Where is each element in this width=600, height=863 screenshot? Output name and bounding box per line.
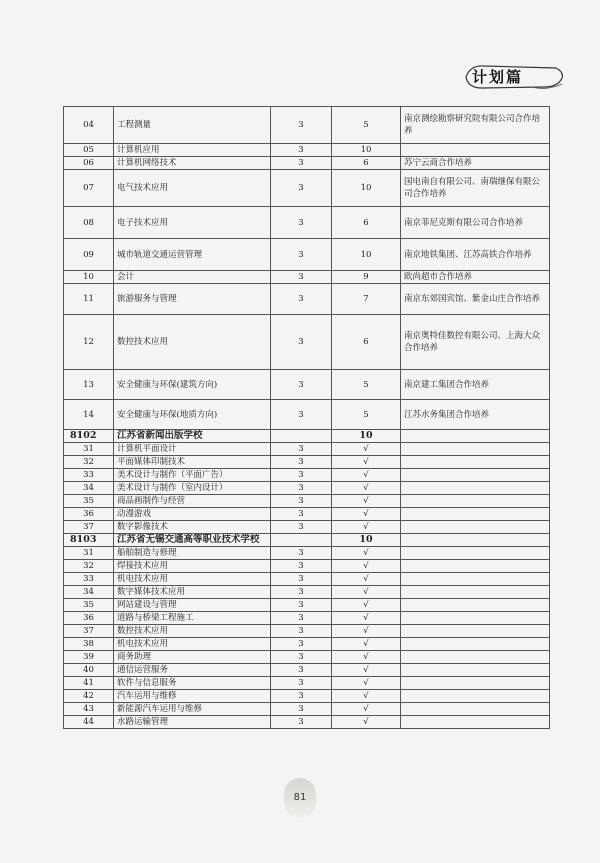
note-cell xyxy=(401,430,550,443)
years-cell: 3 xyxy=(271,560,332,573)
note-cell xyxy=(401,534,550,547)
name-cell: 电气技术应用 xyxy=(114,170,271,207)
note-cell xyxy=(401,560,550,573)
quota-cell: 7 xyxy=(332,284,401,315)
name-cell: 网站建设与管理 xyxy=(114,599,271,612)
name-cell: 数字影像技术 xyxy=(114,521,271,534)
code-cell: 35 xyxy=(64,495,114,508)
note-cell: 南京地铁集团、江苏高铁合作培养 xyxy=(401,239,550,271)
major-row xyxy=(64,599,550,612)
quota-cell: √ xyxy=(332,703,401,716)
years-cell xyxy=(271,430,332,443)
code-cell: 08 xyxy=(64,207,114,239)
note-cell xyxy=(401,573,550,586)
note-cell xyxy=(401,703,550,716)
quota-cell: 5 xyxy=(332,370,401,400)
name-cell: 数控技术应用 xyxy=(114,625,271,638)
major-row xyxy=(64,586,550,599)
code-cell: 37 xyxy=(64,521,114,534)
major-row xyxy=(64,573,550,586)
major-row xyxy=(64,443,550,456)
school-row xyxy=(64,430,550,443)
name-cell: 计算机平面设计 xyxy=(114,443,271,456)
major-row xyxy=(64,625,550,638)
quota-cell: √ xyxy=(332,716,401,729)
code-cell: 8102 xyxy=(64,430,114,443)
quota-cell: √ xyxy=(332,521,401,534)
code-cell: 31 xyxy=(64,547,114,560)
code-cell: 06 xyxy=(64,157,114,170)
years-cell: 3 xyxy=(271,284,332,315)
quota-cell: 5 xyxy=(332,107,401,144)
years-cell: 3 xyxy=(271,599,332,612)
major-row xyxy=(64,677,550,690)
major-row xyxy=(64,400,550,430)
code-cell: 41 xyxy=(64,677,114,690)
section-badge xyxy=(462,62,566,92)
years-cell: 3 xyxy=(271,638,332,651)
years-cell: 3 xyxy=(271,170,332,207)
note-cell xyxy=(401,586,550,599)
note-cell xyxy=(401,456,550,469)
code-cell: 34 xyxy=(64,482,114,495)
quota-cell: 10 xyxy=(332,239,401,271)
major-row xyxy=(64,495,550,508)
name-cell: 软件与信息服务 xyxy=(114,677,271,690)
note-cell xyxy=(401,521,550,534)
note-cell xyxy=(401,651,550,664)
major-row xyxy=(64,157,550,170)
name-cell: 美术设计与制作（室内设计） xyxy=(114,482,271,495)
code-cell: 10 xyxy=(64,271,114,284)
name-cell: 机电技术应用 xyxy=(114,573,271,586)
code-cell: 34 xyxy=(64,586,114,599)
quota-cell: 10 xyxy=(332,170,401,207)
name-cell: 电子技术应用 xyxy=(114,207,271,239)
page-number: 81 xyxy=(284,778,316,818)
years-cell: 3 xyxy=(271,521,332,534)
major-row xyxy=(64,716,550,729)
years-cell: 3 xyxy=(271,664,332,677)
code-cell: 33 xyxy=(64,469,114,482)
code-cell: 8103 xyxy=(64,534,114,547)
note-cell xyxy=(401,508,550,521)
code-cell: 07 xyxy=(64,170,114,207)
name-cell: 汽车运用与维修 xyxy=(114,690,271,703)
major-row xyxy=(64,144,550,157)
code-cell: 44 xyxy=(64,716,114,729)
name-cell: 江苏省无锡交通高等职业技术学校 xyxy=(114,534,271,547)
code-cell: 32 xyxy=(64,560,114,573)
major-row xyxy=(64,664,550,677)
quota-cell: √ xyxy=(332,677,401,690)
quota-cell: 10 xyxy=(332,534,401,547)
name-cell: 安全健康与环保(地质方向) xyxy=(114,400,271,430)
quota-cell: √ xyxy=(332,508,401,521)
note-cell xyxy=(401,495,550,508)
note-cell: 南京菲尼克斯有限公司合作培养 xyxy=(401,207,550,239)
note-cell: 南京奥特佳数控有限公司、上海大众合作培养 xyxy=(401,315,550,370)
note-cell xyxy=(401,612,550,625)
quota-cell: √ xyxy=(332,664,401,677)
note-cell xyxy=(401,482,550,495)
name-cell: 通信运营服务 xyxy=(114,664,271,677)
name-cell: 数字媒体技术应用 xyxy=(114,586,271,599)
name-cell: 数控技术应用 xyxy=(114,315,271,370)
code-cell: 04 xyxy=(64,107,114,144)
years-cell: 3 xyxy=(271,370,332,400)
years-cell: 3 xyxy=(271,107,332,144)
name-cell: 商务助理 xyxy=(114,651,271,664)
quota-cell: √ xyxy=(332,625,401,638)
years-cell: 3 xyxy=(271,573,332,586)
note-cell xyxy=(401,443,550,456)
quota-cell: 5 xyxy=(332,400,401,430)
code-cell: 42 xyxy=(64,690,114,703)
name-cell: 会计 xyxy=(114,271,271,284)
quota-cell: √ xyxy=(332,599,401,612)
code-cell: 36 xyxy=(64,612,114,625)
note-cell: 苏宁云商合作培养 xyxy=(401,157,550,170)
quota-cell: 10 xyxy=(332,144,401,157)
years-cell: 3 xyxy=(271,271,332,284)
years-cell: 3 xyxy=(271,625,332,638)
major-row xyxy=(64,107,550,144)
name-cell: 城市轨道交通运营管理 xyxy=(114,239,271,271)
years-cell: 3 xyxy=(271,677,332,690)
name-cell: 焊接技术应用 xyxy=(114,560,271,573)
note-cell xyxy=(401,716,550,729)
quota-cell: √ xyxy=(332,456,401,469)
quota-cell: √ xyxy=(332,651,401,664)
code-cell: 43 xyxy=(64,703,114,716)
note-cell xyxy=(401,599,550,612)
code-cell: 31 xyxy=(64,443,114,456)
quota-cell: √ xyxy=(332,586,401,599)
major-row xyxy=(64,560,550,573)
name-cell: 动漫游戏 xyxy=(114,508,271,521)
code-cell: 40 xyxy=(64,664,114,677)
note-cell: 江苏水务集团合作培养 xyxy=(401,400,550,430)
enrollment-table xyxy=(63,106,550,729)
note-cell: 欧尚超市合作培养 xyxy=(401,271,550,284)
name-cell: 美术设计与制作（平面广告） xyxy=(114,469,271,482)
years-cell: 3 xyxy=(271,469,332,482)
quota-cell: √ xyxy=(332,482,401,495)
school-row xyxy=(64,534,550,547)
years-cell: 3 xyxy=(271,456,332,469)
major-row xyxy=(64,703,550,716)
name-cell: 道路与桥梁工程施工 xyxy=(114,612,271,625)
note-cell xyxy=(401,547,550,560)
years-cell: 3 xyxy=(271,207,332,239)
major-row xyxy=(64,521,550,534)
years-cell: 3 xyxy=(271,400,332,430)
years-cell: 3 xyxy=(271,547,332,560)
major-row xyxy=(64,690,550,703)
code-cell: 32 xyxy=(64,456,114,469)
name-cell: 机电技术应用 xyxy=(114,638,271,651)
years-cell: 3 xyxy=(271,690,332,703)
quota-cell: √ xyxy=(332,547,401,560)
major-row xyxy=(64,456,550,469)
quota-cell: 6 xyxy=(332,315,401,370)
major-row xyxy=(64,469,550,482)
years-cell: 3 xyxy=(271,443,332,456)
note-cell: 南京东郊国宾馆、紫金山庄合作培养 xyxy=(401,284,550,315)
name-cell: 计算机网络技术 xyxy=(114,157,271,170)
note-cell: 南京建工集团合作培养 xyxy=(401,370,550,400)
major-row xyxy=(64,508,550,521)
note-cell xyxy=(401,690,550,703)
quota-cell: √ xyxy=(332,560,401,573)
years-cell: 3 xyxy=(271,239,332,271)
code-cell: 11 xyxy=(64,284,114,315)
quota-cell: √ xyxy=(332,612,401,625)
major-row xyxy=(64,612,550,625)
years-cell: 3 xyxy=(271,157,332,170)
years-cell: 3 xyxy=(271,315,332,370)
quota-cell: √ xyxy=(332,638,401,651)
major-row xyxy=(64,239,550,271)
code-cell: 13 xyxy=(64,370,114,400)
major-row xyxy=(64,207,550,239)
major-row xyxy=(64,170,550,207)
years-cell: 3 xyxy=(271,716,332,729)
quota-cell: √ xyxy=(332,573,401,586)
code-cell: 12 xyxy=(64,315,114,370)
quota-cell: √ xyxy=(332,469,401,482)
code-cell: 09 xyxy=(64,239,114,271)
name-cell: 工程测量 xyxy=(114,107,271,144)
years-cell: 3 xyxy=(271,651,332,664)
major-row xyxy=(64,482,550,495)
note-cell xyxy=(401,469,550,482)
code-cell: 33 xyxy=(64,573,114,586)
quota-cell: 10 xyxy=(332,430,401,443)
note-cell xyxy=(401,677,550,690)
years-cell: 3 xyxy=(271,612,332,625)
years-cell xyxy=(271,534,332,547)
years-cell: 3 xyxy=(271,144,332,157)
years-cell: 3 xyxy=(271,508,332,521)
name-cell: 新能源汽车运用与维修 xyxy=(114,703,271,716)
major-row xyxy=(64,638,550,651)
years-cell: 3 xyxy=(271,482,332,495)
quota-cell: √ xyxy=(332,690,401,703)
code-cell: 38 xyxy=(64,638,114,651)
major-row xyxy=(64,370,550,400)
note-cell xyxy=(401,638,550,651)
note-cell: 南京测绘勘察研究院有限公司合作培养 xyxy=(401,107,550,144)
years-cell: 3 xyxy=(271,703,332,716)
note-cell xyxy=(401,625,550,638)
major-row xyxy=(64,315,550,370)
code-cell: 39 xyxy=(64,651,114,664)
major-row xyxy=(64,284,550,315)
name-cell: 江苏省新闻出版学校 xyxy=(114,430,271,443)
code-cell: 35 xyxy=(64,599,114,612)
quota-cell: √ xyxy=(332,443,401,456)
major-row xyxy=(64,547,550,560)
major-row xyxy=(64,651,550,664)
years-cell: 3 xyxy=(271,495,332,508)
code-cell: 36 xyxy=(64,508,114,521)
quota-cell: √ xyxy=(332,495,401,508)
years-cell: 3 xyxy=(271,586,332,599)
name-cell: 计算机应用 xyxy=(114,144,271,157)
quota-cell: 6 xyxy=(332,157,401,170)
name-cell: 水路运输管理 xyxy=(114,716,271,729)
note-cell xyxy=(401,144,550,157)
code-cell: 14 xyxy=(64,400,114,430)
name-cell: 船舶制造与修理 xyxy=(114,547,271,560)
section-badge-label: 计划篇 xyxy=(472,68,524,86)
name-cell: 平面媒体印制技术 xyxy=(114,456,271,469)
code-cell: 37 xyxy=(64,625,114,638)
name-cell: 商品画制作与经营 xyxy=(114,495,271,508)
quota-cell: 9 xyxy=(332,271,401,284)
note-cell xyxy=(401,664,550,677)
major-row xyxy=(64,271,550,284)
note-cell: 国电南自有限公司、南瑞继保有限公司合作培养 xyxy=(401,170,550,207)
name-cell: 安全健康与环保(建筑方向) xyxy=(114,370,271,400)
quota-cell: 6 xyxy=(332,207,401,239)
name-cell: 旅游服务与管理 xyxy=(114,284,271,315)
code-cell: 05 xyxy=(64,144,114,157)
